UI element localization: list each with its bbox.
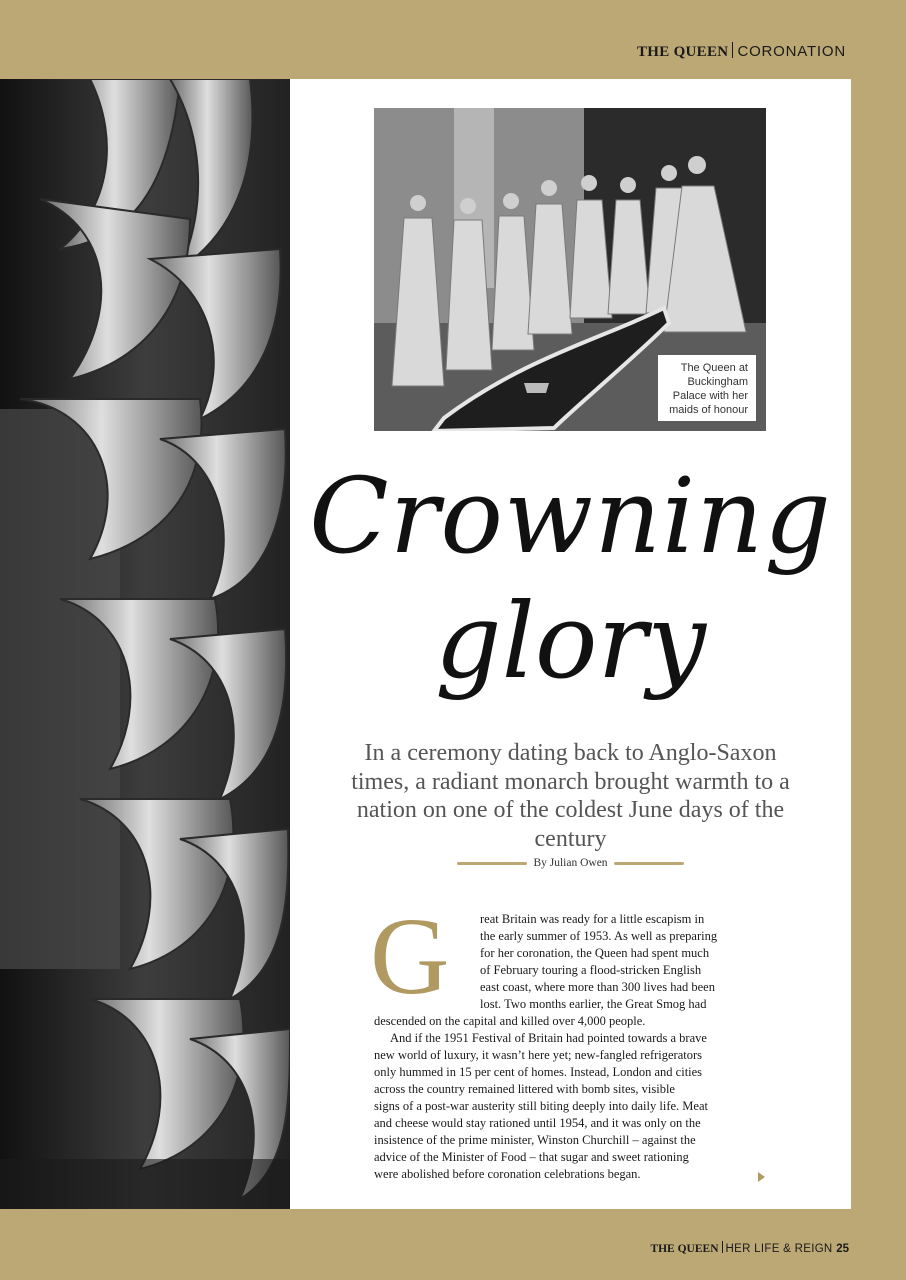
- header-section: CORONATION: [737, 43, 846, 60]
- byline: [290, 857, 851, 869]
- maids-of-honour-photo: [374, 108, 766, 431]
- body-line: lost. Two months earlier, the Great Smog had: [480, 997, 707, 1011]
- body-line: descended on the capital and killed over 4,000 people.: [374, 1014, 646, 1028]
- footer-brand: THE QUEEN: [650, 1243, 719, 1255]
- body-line: And if the 1951 Festival of Britain had pointed towards a brave: [390, 1031, 707, 1045]
- body-line: were abolished before coronation celebrations began.: [374, 1167, 641, 1181]
- headline-line-1: Crowning: [309, 455, 832, 577]
- body-line: across the country remained littered with bomb sites, visible: [374, 1082, 675, 1096]
- body-line: and cheese would stay rationed until 1954, and it was only on the: [374, 1116, 701, 1130]
- byline-text: By Julian Owen: [533, 857, 608, 869]
- footer-series: HER LIFE & REIGN: [725, 1243, 833, 1255]
- header-divider: [732, 42, 733, 58]
- body-line: new world of luxury, it wasn’t here yet; new-fangled refrigerators: [374, 1048, 703, 1062]
- footer-divider: [722, 1241, 723, 1253]
- body-line: east coast, where more than 300 lives had been: [480, 980, 715, 994]
- body-line: advice of the Minister of Food – that sugar and sweet rationing: [374, 1150, 689, 1164]
- body-line: insistence of the prime minister, Winston Churchill – against the: [374, 1133, 696, 1147]
- article-body: [374, 911, 774, 1183]
- running-header: [637, 42, 846, 61]
- standfirst: In a ceremony dating back to Anglo-Saxon times, a radiant monarch brought warmth to a nation on one of the coldest June days of the century: [351, 740, 790, 852]
- headline-line-2: glory: [435, 580, 706, 702]
- body-line: reat Britain was ready for a little escapism in: [480, 912, 705, 926]
- byline-rule-left: [457, 862, 527, 865]
- page-number: 25: [836, 1243, 849, 1255]
- drop-cap: G: [370, 895, 450, 1017]
- continue-arrow-icon: [758, 1172, 765, 1182]
- photo-caption: The Queen at Buckingham Palace with her maids of honour: [658, 355, 756, 421]
- body-line: only hummed in 15 per cent of homes. Instead, London and cities: [374, 1065, 703, 1079]
- article-panel: [290, 79, 851, 1209]
- header-brand: THE QUEEN: [636, 44, 729, 60]
- body-line: for her coronation, the Queen had spent much: [480, 946, 710, 960]
- byline-rule-right: [614, 862, 684, 865]
- throne-detail-photo: [0, 79, 290, 1209]
- body-line: signs of a post-war austerity still biting deeply into daily life. Meat: [374, 1099, 708, 1113]
- body-line: the early summer of 1953. As well as preparing: [480, 929, 718, 943]
- running-footer: [650, 1241, 849, 1255]
- body-line: of February touring a flood-stricken English: [480, 963, 702, 977]
